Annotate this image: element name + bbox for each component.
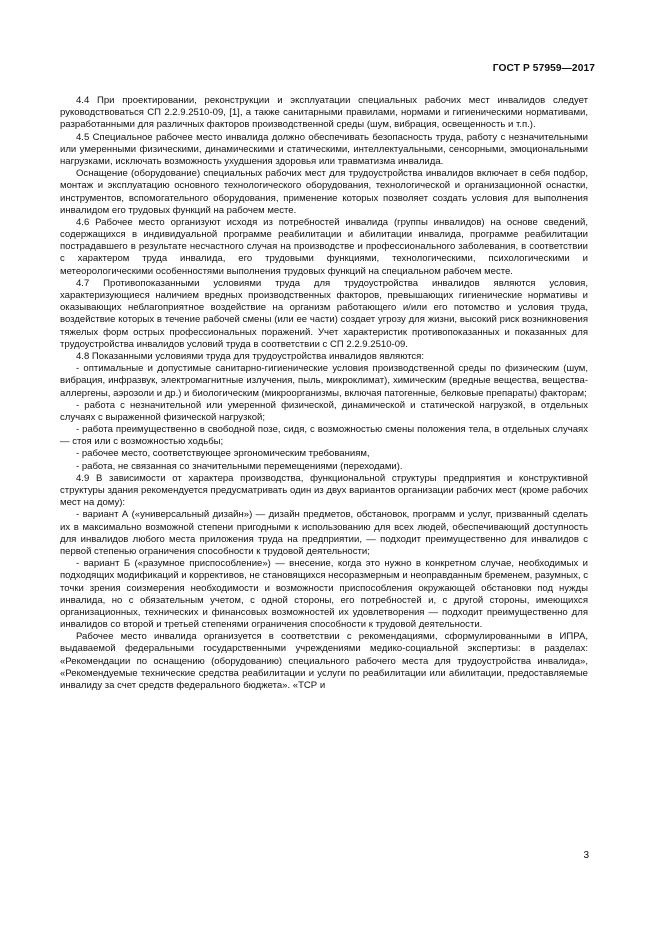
- list-item: - работа, не связанная со значительными перемещениями (переходами).: [76, 460, 403, 472]
- document-header: ГОСТ Р 57959—2017: [492, 63, 595, 74]
- paragraph: 4.9 В зависимости от характера производства, функциональной структуры предприятия и конструктивной структуры здания рекомендуется предусматривать один из двух вариантов организации рабочих мест (кроме рабочих мест на дому):: [60, 472, 588, 509]
- paragraph: 4.8 Показанными условиями труда для трудоустройства инвалидов являются:: [76, 350, 425, 362]
- list-item: - рабочее место, соответствующее эргономическим требованиям,: [76, 448, 370, 460]
- page-number: 3: [583, 850, 589, 861]
- list-item: - оптимальные и допустимые санитарно-гигиенические условия производственной среды по физическим (шум, вибрация, инфразвук, электромагнитные излучения, пыль, микроклимат), химическим (вредные вещества, вещества-аллергены, аэрозоли и др.) и биологическим (микроорганизмы, включая патогенные, белковые препараты) факторам;: [60, 363, 588, 399]
- paragraph: Оснащение (оборудование) специальных рабочих мест для трудоустройства инвалидов включает в себя подбор, монтаж и эксплуатацию основного технологического оборудования, технологической и организационной оснастки, инструментов, вспомогательного оборудования, применение которых позволяет создать условия для выполнения инвалидом его трудовых функций на рабочем месте.: [60, 168, 588, 216]
- list-item: - работа с незначительной или умеренной физической, динамической и статической нагрузкой, в отдельных случаях с выраженной физической нагрузкой;: [60, 399, 588, 423]
- paragraph: 4.4 При проектировании, реконструкции и эксплуатации специальных рабочих мест инвалидов следует руководствоваться СП 2.2.9.2510-09, [1], а также санитарными правилами, нормами и гигиеническими нормативами, разработанными для различных факторов производственной среды (шум, вибрация, освещенность и т.п.).: [60, 95, 588, 131]
- document-body: [60, 95, 588, 692]
- paragraph: Рабочее место инвалида организуется в соответствии с рекомендациями, сформулированными в ИПРА, выдаваемой федеральными государственными учреждениями медико-социальной экспертизы: в разделах: «Рекомендации по оснащению (оборудованию) специального рабочего места для трудоустройства инвалида», «Рекомендуемые технические средства реабилитации и услуги по реабилитации или абилитации, предоставляемые инвалиду за счет средств федерального бюджета». «ТСР и: [60, 631, 588, 691]
- list-item: - работа преимущественно в свободной позе, сидя, с возможностью смены положения тела, в отдельных случаях — стоя или с возможностью ходьбы;: [60, 424, 588, 448]
- paragraph: 4.5 Специальное рабочее место инвалида должно обеспечивать безопасность труда, работу с незначительными или умеренными физическими, динамическими и статическими, интеллектуальными, сенсорными, эмоциональными нагрузками, исключать возможность ухудшения здоровья или травматизма инвалида.: [60, 131, 588, 167]
- list-item: - вариант Б («разумное приспособление») — внесение, когда это нужно в конкретном случае, необходимых и подходящих модификаций и коррективов, не становящихся несоразмерным и неоправданным бременем, разумных, с точки зрения соизмерения необходимости и возможности приспособления окружающей обстановки под нужды инвалида, но с обязательным учетом, с одной стороны, его потребностей и, с другой стороны, имеющихся организационных, технических и финансовых возможностей их удовлетворения — подходит преимущественно для инвалидов со второй и третьей степенями ограничения способности к трудовой деятельности.: [60, 558, 588, 631]
- paragraph: 4.6 Рабочее место организуют исходя из потребностей инвалида (группы инвалидов) на основе сведений, содержащихся в индивидуальной программе реабилитации и абилитации инвалида, программе реабилитации пострадавшего в результате несчастного случая на производстве и профессионального заболевания, в соответствии с характером труда инвалида, его трудовыми функциями, технологическими, психологическими и метеорологическими особенностями выполнения трудовых функций на специальном рабочем месте.: [60, 216, 588, 277]
- list-item: - вариант А («универсальный дизайн») — дизайн предметов, обстановок, программ и услуг, призванный сделать их в максимально возможной степени пригодными к использованию для всех людей, обеспечивающий доступность для инвалидов любого места приложения труда на предприятии, — подходит преимущественно для инвалидов с первой степенью ограничения способности к трудовой деятельности;: [60, 509, 588, 557]
- paragraph: 4.7 Противопоказанными условиями труда для трудоустройства инвалидов являются условия, характеризующиеся наличием вредных производственных факторов, превышающих гигиенические нормативы и оказывающих неблагоприятное воздействие на организм работающего и/или его потомство и условия труда, воздействие которых в течение рабочей смены (или ее части) создает угрозу для жизни, высокий риск возникновения тяжелых форм острых профессиональных поражений. Учет характеристик противопоказанных и показанных для трудоустройства инвалидов условий труда в соответствии с СП 2.2.9.2510-09.: [60, 277, 588, 350]
